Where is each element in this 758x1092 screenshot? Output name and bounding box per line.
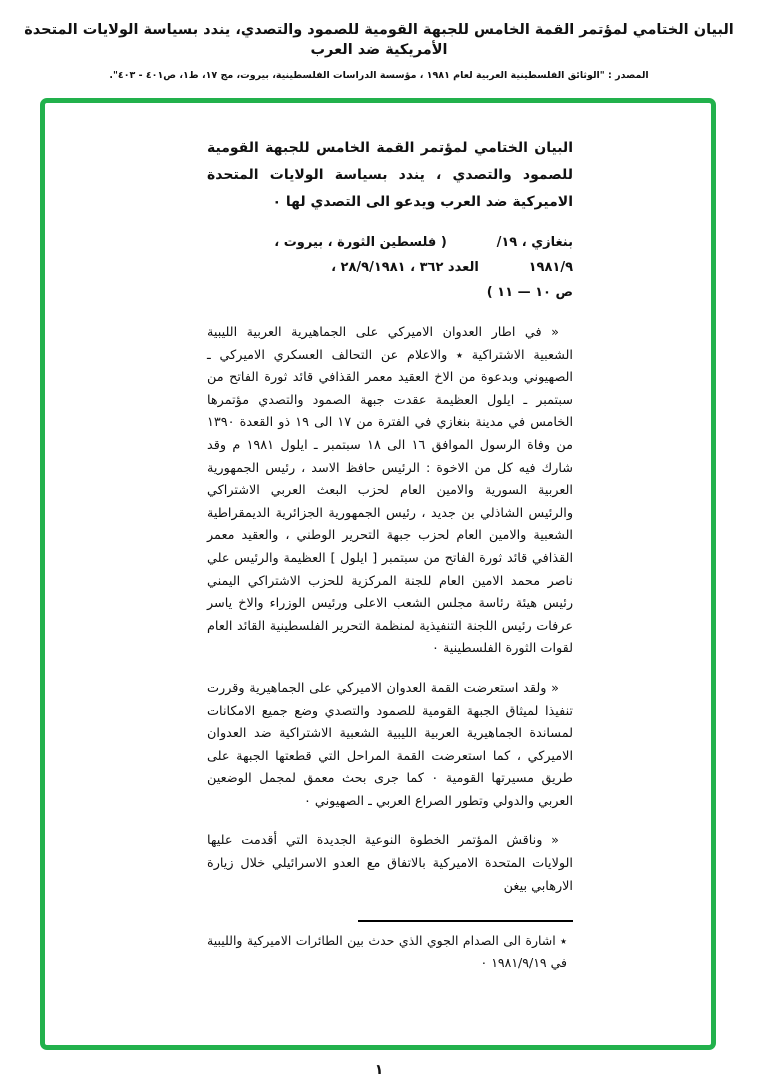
page-header: [0, 0, 758, 83]
body-paragraph: « ولقد استعرضت القمة العدوان الاميركي على الجماهيرية وقررت تنفيذا لميثاق الجبهة القومية للصمود والتصدي وضع جميع الامكانات لمساندة الجماهيرية العربية الليبية الشعبية الاشتراكية ضد العدوان الاميركي ، كما استعرضت القمة المراحل التي قطعتها الجبهة على طريق مسيرتها القومية ٠ كما جرى بحث معمق لمجمل الوضعين العربي والدولي وتطور الصراع العربي ـ الصهيوني ٠: [207, 680, 573, 809]
citation-line-1: بنغازي ، ١٩/ ( فلسطين الثورة ، بيروت ،: [274, 235, 573, 250]
citation-line-2: ١٩٨١/٩ العدد ٣٦٢ ، ٢٨/٩/١٩٨١ ،: [331, 260, 573, 275]
document-title: البيان الختامي لمؤتمر القمة الخامس للجبهة القومية للصمود والتصدي ، يندد بسياسة الولايات المتحدة الاميركية ضد العرب ويدعو الى التصدي لها ٠: [207, 140, 573, 210]
footnote-divider: [358, 920, 573, 922]
header-title: البيان الختامي لمؤتمر القمة الخامس للجبهة القومية للصمود والتصدي، يندد بسياسة الولايات المتحدة الأمريكية ضد العرب: [24, 22, 734, 58]
page-footer: [0, 1062, 758, 1092]
page-number: ١: [374, 1062, 384, 1078]
footnote-block: [207, 920, 573, 974]
green-document-frame: [40, 98, 716, 1050]
source-citation: المصدر : "الوثائق الفلسطينية العربية لعام ١٩٨١ ، مؤسسة الدراسات الفلسطينية، بيروت، مج ١٧، ط١، ص٤٠١ - ٤٠٣".: [109, 70, 649, 81]
document-body: [45, 103, 711, 974]
citation-line-3: ص ١٠ — ١١ ): [486, 285, 573, 300]
publication-citation: [207, 230, 573, 305]
body-paragraph: « وناقش المؤتمر الخطوة النوعية الجديدة التي أقدمت عليها الولايات المتحدة الاميركية بالاتفاق مع العدو الاسرائيلي خلال زيارة الارهابي بيغن: [207, 833, 573, 894]
footnote-text: ٭ اشارة الى الصدام الجوي الذي حدث بين الطائرات الاميركية والليبية في ١٩٨١/٩/١٩ ٠: [207, 933, 567, 971]
body-paragraph: « في اطار العدوان الاميركي على الجماهيرية العربية الليبية الشعبية الاشتراكية ٭ والاعلام عن التحالف العسكري الاميركي ـ الصهيوني وبدعوة من الاخ العقيد معمر القذافي قائد ثورة الفاتح من سبتمبر ـ ايلول العظيمة عقدت جبهة الصمود والتصدي مؤتمرها الخامس في مدينة بنغازي في الفترة من ١٧ الى ١٩ ذو القعدة ١٣٩٠ من وفاة الرسول الموافق ١٦ الى ١٨ سبتمبر ـ ايلول ١٩٨١ م وقد شارك فيه كل من الاخوة : الرئيس حافظ الاسد ، رئيس الجمهورية العربية السورية والامين العام لحزب البعث العربي الاشتراكي والرئيس الشاذلي بن جديد ، رئيس الجمهورية الجزائرية الديمقراطية الشعبية والامين العام لحزب جبهة التحرير الوطني ، والعقيد معمر القذافي قائد ثورة الفاتح من سبتمبر [ ايلول ] العظيمة والرئيس علي ناصر محمد الامين العام للجنة المركزية للحزب الاشتراكي اليمني رئيس هيئة رئاسة مجلس الشعب الاعلى ورئيس الوزراء والاخ ياسر عرفات رئيس اللجنة التنفيذية لمنظمة التحرير الفلسطينية القائد العام لقوات الثورة الفلسطينية ٠: [207, 325, 573, 657]
